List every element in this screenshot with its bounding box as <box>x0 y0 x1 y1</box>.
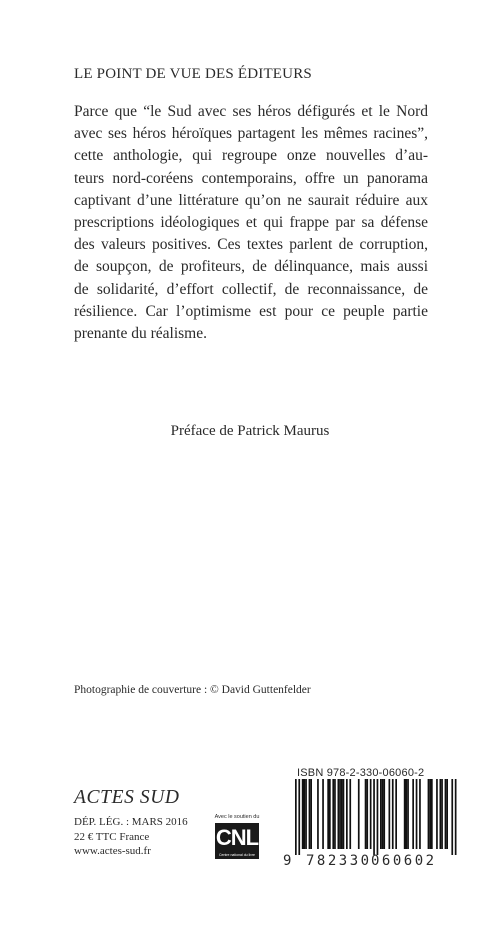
barcode-bar <box>429 779 431 849</box>
barcode-bar <box>392 779 394 849</box>
blurb-line: des valeurs positives. Ces textes parlent de corruption, <box>74 236 428 254</box>
barcode-bar <box>327 779 329 849</box>
barcode-bar <box>322 779 324 849</box>
barcode-bar <box>341 779 343 849</box>
blurb-text <box>74 101 428 345</box>
isbn-label: ISBN 978-2-330-06060-2 <box>297 767 425 779</box>
barcode-bar <box>358 779 360 849</box>
cnl-logo-text: CNL <box>215 825 259 850</box>
barcode-bar <box>295 779 297 855</box>
blurb-line: prescriptions idéologiques et qui frappe par sa défense <box>74 214 428 232</box>
cnl-logo <box>215 823 259 859</box>
barcode-bar <box>309 779 311 849</box>
barcode-bar <box>404 779 406 849</box>
barcode-bar <box>395 779 397 849</box>
barcode-bar <box>305 779 307 849</box>
publisher-name: ACTES SUD <box>74 787 180 808</box>
barcode-bar <box>455 779 457 855</box>
isbn-right-group: 060602 <box>371 853 437 869</box>
barcode-bar <box>407 779 409 849</box>
barcode-bar <box>332 779 334 849</box>
barcode-bar <box>383 779 385 849</box>
isbn-left-group: 782330 <box>306 853 372 869</box>
cnl-caption: Avec le soutien du <box>214 814 260 820</box>
barcode-bar <box>380 779 382 849</box>
barcode-bar <box>334 779 336 849</box>
price: 22 € TTC France <box>74 830 150 843</box>
blurb-line: cette anthologie, qui regroupe onze nouvelles d’au- <box>74 147 428 165</box>
barcode-bar <box>441 779 443 849</box>
barcode-bar <box>440 779 442 849</box>
blurb-line: Parce que “le Sud avec ses héros défigurés et le Nord <box>74 103 428 120</box>
barcode-bar <box>349 779 351 849</box>
photo-credit: Photographie de couverture : © David Guttenfelder <box>74 684 311 696</box>
barcode-bar <box>366 779 368 849</box>
preface-credit: Préface de Patrick Maurus <box>170 423 330 439</box>
barcode-bar <box>373 779 375 855</box>
barcode-bar <box>377 779 379 855</box>
barcode-bar <box>436 779 438 849</box>
barcode-bar <box>428 779 430 849</box>
isbn-first-digit: 9 <box>283 853 292 869</box>
barcode-icon <box>281 779 461 855</box>
barcode-bar <box>346 779 348 849</box>
barcode-bar <box>365 779 367 849</box>
blurb-line: de soupçon, de profiteurs, de délinquance, mais aussi <box>74 258 428 276</box>
barcode-bar <box>317 779 319 849</box>
blurb-line: résilience. Car l’optimisme est pour ce peuple partie <box>74 302 428 320</box>
barcode-bar <box>416 779 418 849</box>
barcode-bar <box>446 779 448 849</box>
barcode-bar <box>298 779 300 855</box>
blurb-line: de solidarité, d’effort collectif, de reconnaissance, de <box>74 280 428 298</box>
barcode-bar <box>339 779 341 849</box>
barcode-bar <box>338 779 340 849</box>
barcode-bar <box>406 779 408 849</box>
barcode-bar <box>343 779 345 849</box>
barcode-bar <box>389 779 391 849</box>
legal-deposit: DÉP. LÉG. : MARS 2016 <box>74 816 188 828</box>
barcode-bar <box>419 779 421 849</box>
website: www.actes-sud.fr <box>74 845 151 857</box>
blurb-line: captivant d’une littérature qu’on ne saurait réduire aux <box>74 191 428 209</box>
barcode-bar <box>304 779 306 849</box>
barcode-bar <box>370 779 372 849</box>
barcode-bar <box>412 779 414 849</box>
barcode-bar <box>302 779 304 849</box>
barcode-bar <box>431 779 433 849</box>
section-heading: LE POINT DE VUE DES ÉDITEURS <box>74 66 312 82</box>
barcode-bar <box>329 779 331 849</box>
blurb-line: avec ses héros héroïques partagent les mêmes racines”, <box>74 125 428 143</box>
blurb-line: teurs nord-coréens contemporains, offre un panorama <box>74 169 428 187</box>
barcode-bar <box>310 779 312 849</box>
barcode-bar <box>445 779 447 849</box>
barcode-bar <box>451 779 453 855</box>
barcode-bar <box>382 779 384 849</box>
blurb-line: prenante du réalisme. <box>74 325 207 343</box>
legal-info <box>74 815 188 859</box>
cnl-subtitle: Centre national du livre <box>219 853 255 857</box>
